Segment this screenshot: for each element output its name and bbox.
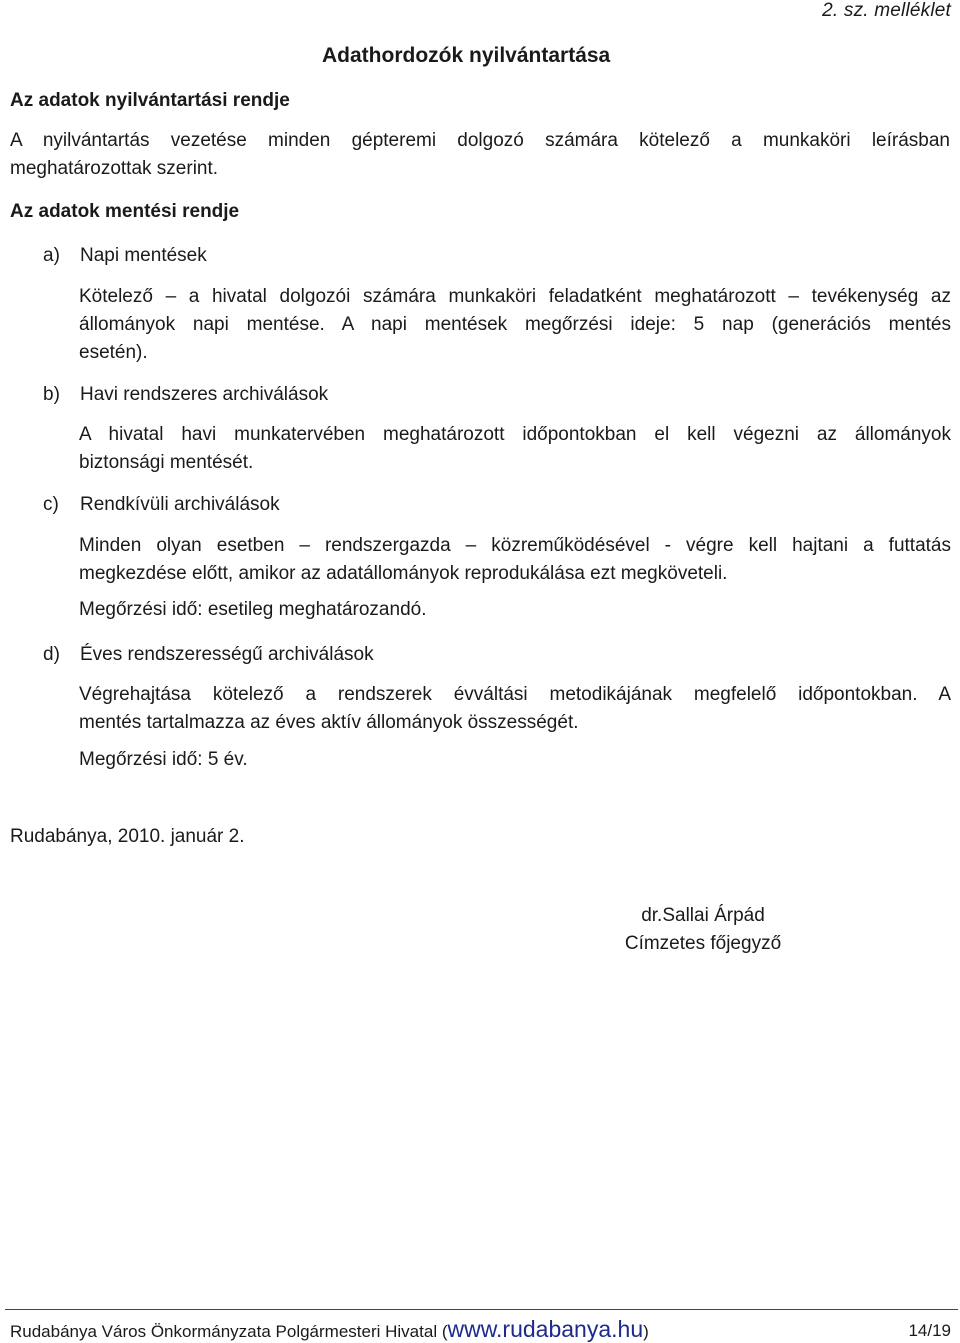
footer-website-link[interactable]: www.rudabanya.hu [447, 1316, 644, 1342]
item-c-line-1: Minden olyan esetben – rendszergazda – közreműködésével - végre kell hajtani a futtatás [79, 535, 951, 556]
item-a-body [79, 283, 951, 367]
item-c-body [79, 532, 951, 588]
item-c-line-2: megkezdése előtt, amikor az adatállományok reprodukálása ezt megköveteli. [79, 563, 728, 584]
item-b-line-2: biztonsági mentését. [79, 452, 254, 473]
document-title: Adathordozók nyilvántartása [322, 44, 611, 67]
item-a-line-2: állományok napi mentése. A napi mentések megőrzési ideje: 5 nap (generációs mentés [79, 314, 951, 335]
item-b-heading [43, 384, 328, 406]
section-heading-backup: Az adatok mentési rendje [10, 201, 240, 222]
signer-name: dr.Sallai Árpád [641, 905, 765, 926]
item-b-body [79, 421, 951, 477]
item-a-line-1: Kötelező – a hivatal dolgozói számára munkaköri feladatként meghatározott – tevékenység az [79, 286, 951, 307]
registry-line-1: A nyilvántartás vezetése minden gépteremi dolgozó számára kötelező a munkaköri leírásban [10, 130, 950, 151]
page-number: 14/19 [908, 1321, 951, 1340]
item-d-heading [43, 644, 374, 666]
appendix-label: 2. sz. melléklet [822, 0, 951, 21]
section-heading-registry: Az adatok nyilvántartási rendje [10, 90, 290, 111]
item-b-label: b) [43, 384, 60, 405]
item-a-title: Napi mentések [80, 245, 207, 266]
footer-org: Rudabánya Város Önkormányzata Polgármesteri Hivatal ( [10, 1322, 448, 1341]
item-b-line-1: A hivatal havi munkatervében meghatározott időpontokban el kell végezni az állományok [79, 424, 951, 445]
item-c-title: Rendkívüli archiválások [80, 494, 280, 515]
item-c-heading [43, 494, 280, 516]
signer-position: Címzetes főjegyző [624, 933, 782, 954]
item-d-body [79, 681, 951, 737]
footer-suffix: ) [643, 1322, 649, 1341]
item-a-line-3: esetén). [79, 342, 148, 363]
item-a-heading [43, 245, 207, 267]
item-d-line-1: Végrehajtása kötelező a rendszerek évváltási metodikájának megfelelő időpontokban. A [79, 684, 951, 705]
item-a-label: a) [43, 245, 60, 266]
item-c-label: c) [43, 494, 59, 515]
item-d-title: Éves rendszerességű archiválások [80, 644, 374, 665]
item-d-retention: Megőrzési idő: 5 év. [79, 749, 248, 770]
registry-line-2: meghatározottak szerint. [10, 158, 219, 179]
footer-text [10, 1316, 649, 1343]
registry-paragraph [10, 127, 950, 183]
footer-divider [5, 1309, 958, 1310]
item-d-label: d) [43, 644, 60, 665]
item-b-title: Havi rendszeres archiválások [80, 384, 329, 405]
item-d-line-2: mentés tartalmazza az éves aktív állományok összességét. [79, 712, 579, 733]
place-date: Rudabánya, 2010. január 2. [10, 826, 245, 847]
item-c-retention: Megőrzési idő: esetileg meghatározandó. [79, 599, 427, 620]
signature-block [560, 902, 846, 958]
